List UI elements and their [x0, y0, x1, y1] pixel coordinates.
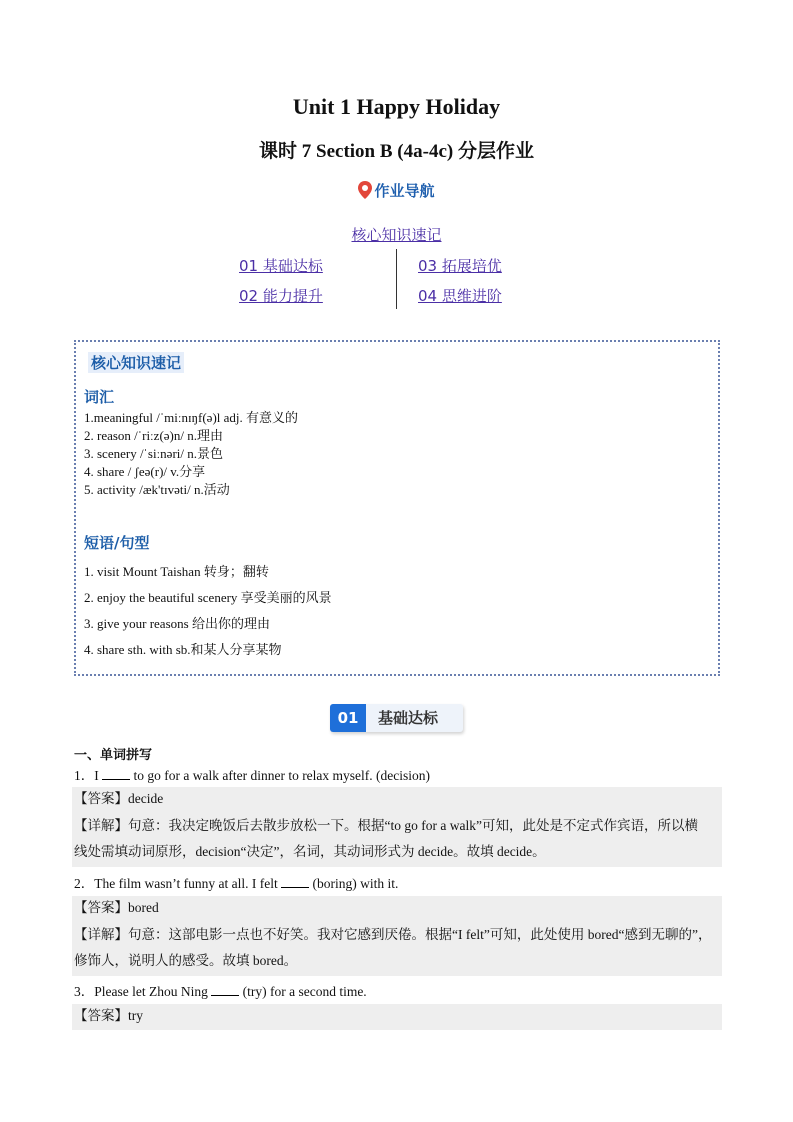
question-text: (boring) with it. — [312, 876, 399, 891]
toc-link-01[interactable]: 01 基础达标 — [239, 257, 323, 275]
toc-link-03[interactable]: 03 拓展培优 — [418, 257, 502, 275]
answer-box — [72, 1004, 722, 1030]
phrase-item: 3. give your reasons 给出你的理由 — [84, 616, 270, 631]
vocab-item: 1.meaningful /ˈmiːnɪŋf(ə)l adj. 有意义的 — [84, 410, 299, 425]
toc-link-02[interactable]: 02 能力提升 — [239, 287, 323, 305]
question-text: 2．The film wasn’t funny at all. I felt — [74, 876, 278, 891]
explanation-box — [72, 813, 722, 867]
answer-text: 【答案】bored — [74, 900, 159, 915]
explanation-line: 【详解】句意：我决定晚饭后去散步放松一下。根据“to go for a walk”可知，此处是不定式作宾语，所以横 — [74, 818, 698, 833]
question-text: (try) for a second time. — [242, 984, 367, 999]
toc-link-04[interactable]: 04 思维进阶 — [418, 287, 502, 305]
vocab-item: 2. reason /ˈriːz(ə)n/ n.理由 — [84, 428, 223, 443]
phrase-item: 4. share sth. with sb.和某人分享某物 — [84, 642, 282, 657]
vocab-item: 4. share / ʃeə(r)/ v.分享 — [84, 464, 206, 479]
page-subtitle: 课时 7 Section B (4a-4c) 分层作业 — [259, 141, 534, 162]
question-1 — [74, 764, 430, 784]
vocab-list — [84, 409, 298, 499]
page-title: Unit 1 Happy Holiday — [292, 94, 501, 119]
explanation-line: 线处需填动词原形，decision“决定”，名词，其动词形式为 decide。故填 decide。 — [74, 844, 546, 859]
question-text: 1．I — [74, 768, 99, 783]
nav-heading-text: 作业导航 — [374, 182, 435, 200]
question-3 — [74, 980, 367, 1000]
explanation-line: 【详解】句意：这部电影一点也不好笑。我对它感到厌倦。根据“I felt”可知，此处使用 bored“感到无聊的”， — [74, 927, 712, 942]
answer-text: 【答案】decide — [74, 791, 164, 806]
knowledge-title: 核心知识速记 — [88, 352, 184, 373]
toc-divider — [396, 249, 397, 309]
location-pin-icon — [358, 181, 372, 199]
question-text: 3．Please let Zhou Ning — [74, 984, 208, 999]
nav-heading — [0, 180, 793, 201]
phrase-heading: 短语/句型 — [84, 534, 150, 552]
section-tag — [330, 704, 463, 732]
question-text: to go for a walk after dinner to relax myself. (decision) — [133, 768, 431, 783]
answer-box — [72, 896, 722, 922]
explanation-box — [72, 922, 722, 976]
vocab-item: 5. activity /æk'tɪvəti/ n.活动 — [84, 482, 230, 497]
section-label: 基础达标 — [378, 709, 439, 727]
phrase-item: 1. visit Mount Taishan 转身；翻转 — [84, 564, 269, 579]
vocab-heading: 词汇 — [84, 388, 115, 406]
vocab-item: 3. scenery /ˈsiːnəri/ n.景色 — [84, 446, 223, 461]
answer-blank — [102, 767, 130, 780]
answer-text: 【答案】try — [74, 1008, 143, 1023]
explanation-line: 修饰人，说明人的感受。故填 bored。 — [74, 953, 298, 968]
part-heading: 一、单词拼写 — [74, 748, 153, 763]
phrase-item: 2. enjoy the beautiful scenery 享受美丽的风景 — [84, 590, 332, 605]
toc-link-core[interactable]: 核心知识速记 — [351, 226, 442, 244]
answer-box — [72, 787, 722, 813]
answer-blank — [281, 875, 309, 888]
section-number: 01 — [330, 704, 366, 732]
answer-blank — [211, 983, 239, 996]
question-2 — [74, 872, 398, 892]
